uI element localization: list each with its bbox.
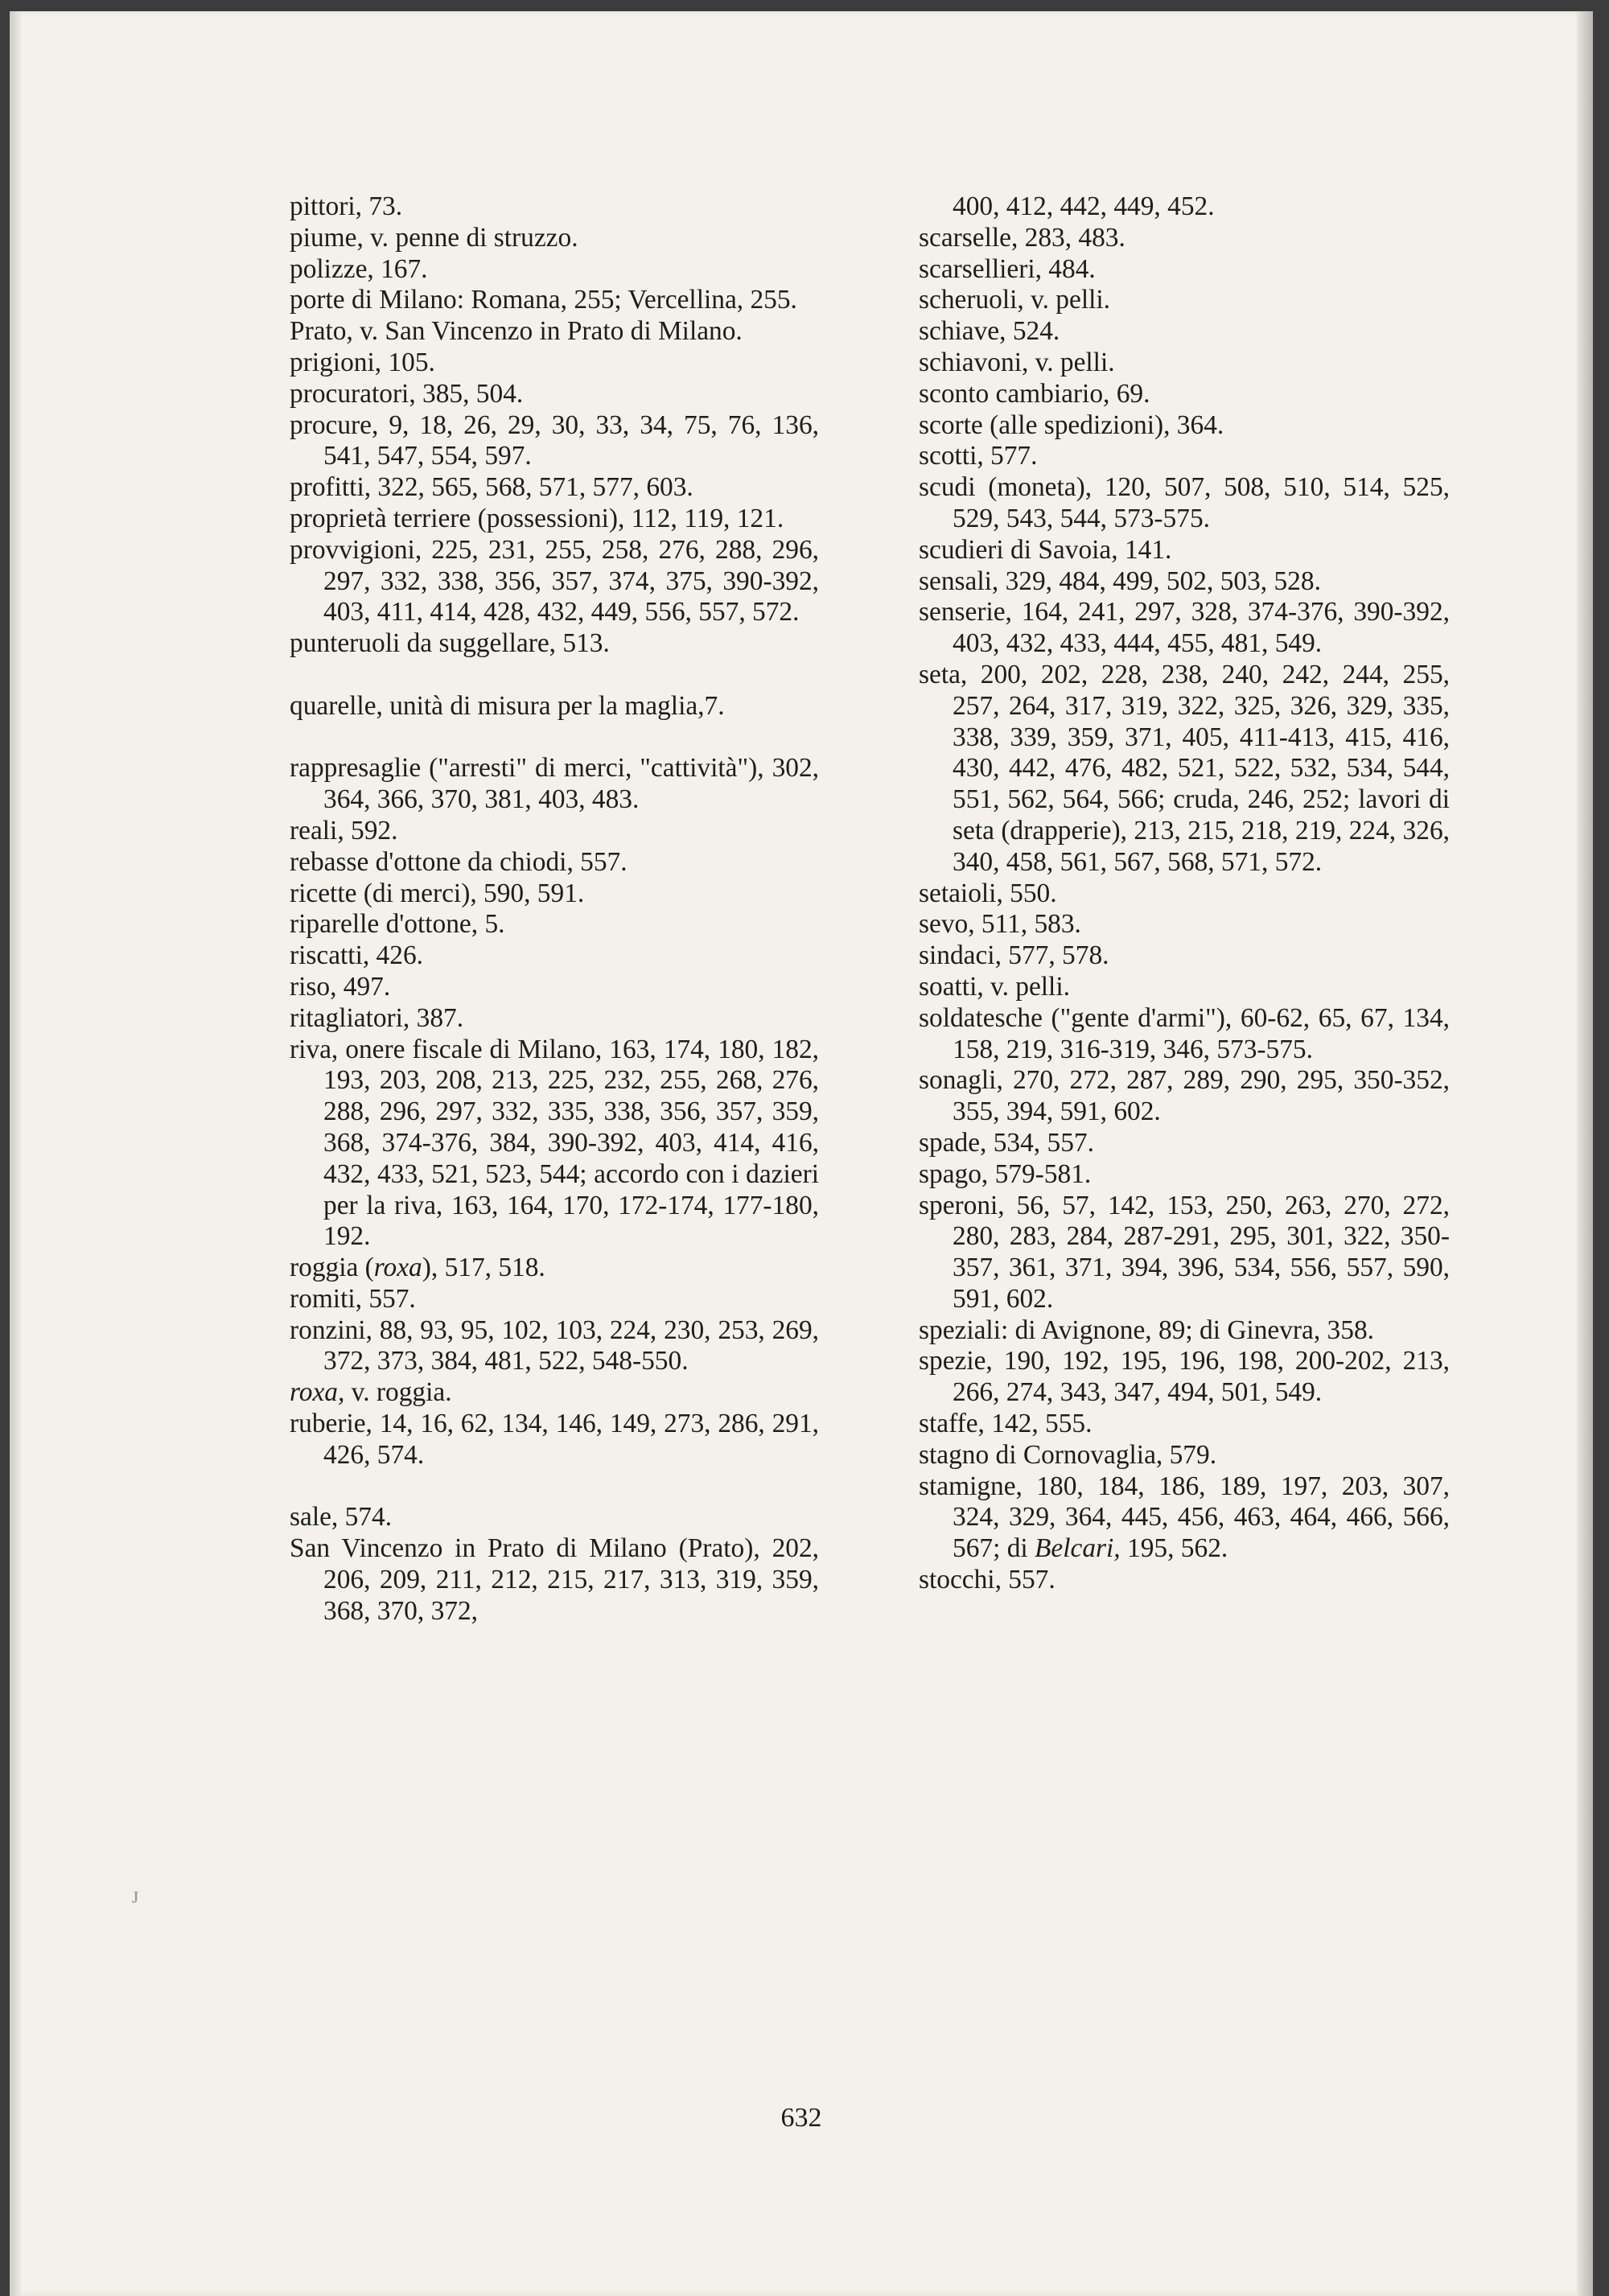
index-entry-text: romiti, 557.	[290, 1283, 416, 1314]
index-entry	[290, 472, 819, 504]
index-entry-text: sconto cambiario, 69.	[919, 378, 1150, 409]
index-entry	[290, 1409, 819, 1471]
index-entry-text: spezie, 190, 192, 195, 196, 198, 200-202, 213, 266, 274, 343, 347, 494, 501, 549.	[919, 1346, 1450, 1408]
index-entry	[290, 847, 819, 878]
index-entry	[290, 1533, 819, 1627]
index-entry	[919, 223, 1450, 254]
index-entry	[919, 191, 1450, 223]
index-entry	[919, 1191, 1450, 1315]
index-entry	[290, 223, 819, 254]
index-entry-text: scudieri di Savoia, 141.	[919, 534, 1172, 565]
index-entry	[290, 1035, 819, 1253]
index-entry	[919, 940, 1450, 972]
index-entry	[919, 1128, 1450, 1159]
index-entry	[290, 348, 819, 379]
index-entry-text: ronzini, 88, 93, 95, 102, 103, 224, 230, 253, 269, 372, 373, 384, 481, 522, 548-550.	[290, 1315, 819, 1376]
ink-mark: ᴊ	[132, 1882, 139, 1908]
index-entry	[290, 410, 819, 473]
index-entry	[919, 410, 1450, 442]
index-entry-italic: roxa,	[290, 1377, 345, 1408]
index-entry	[290, 1502, 819, 1533]
index-entry-text: soldatesche ("gente d'armi"), 60-62, 65, 67, 134, 158, 219, 316-319, 346, 573-575.	[919, 1002, 1450, 1064]
index-entry-text: riso, 497.	[290, 971, 391, 1002]
page-spine-shadow	[10, 11, 21, 2296]
index-entry-text: staffe, 142, 555.	[919, 1409, 1093, 1439]
index-entry-text: senserie, 164, 241, 297, 328, 374-376, 390-392, 403, 432, 433, 444, 455, 481, 549.	[919, 597, 1450, 659]
index-entry	[290, 691, 819, 722]
index-entry	[919, 1471, 1450, 1565]
index-entry	[290, 909, 819, 940]
index-entry	[290, 1003, 819, 1035]
index-entry-text: speroni, 56, 57, 142, 153, 250, 263, 270, 272, 280, 283, 284, 287-291, 295, 301, 322, 350-357, 361, 371, 394, 396, 534, 556, 557, 590, 591, 602.	[919, 1190, 1450, 1314]
index-entry-text: scarselle, 283, 483.	[919, 222, 1125, 253]
index-entry-text: sensali, 329, 484, 499, 502, 503, 528.	[919, 566, 1321, 596]
index-entry	[919, 1315, 1450, 1347]
index-entry-text: sindaci, 577, 578.	[919, 940, 1109, 971]
index-entry-text: provvigioni, 225, 231, 255, 258, 276, 288, 296, 297, 332, 338, 356, 357, 374, 375, 390-392, 403, 411, 414, 428, 432, 449, 556, 557, 572.	[290, 534, 819, 627]
index-entry	[919, 1159, 1450, 1191]
index-entry-text: sevo, 511, 583.	[919, 909, 1081, 940]
index-entry	[290, 285, 819, 316]
index-entry	[919, 316, 1450, 348]
index-entry-text: 400, 412, 442, 449, 452.	[953, 191, 1215, 221]
index-entry-text: ), 517, 518.	[422, 1253, 545, 1283]
index-entry-text: 195, 562.	[1120, 1533, 1228, 1564]
index-entry-text: stagno di Cornovaglia, 579.	[919, 1439, 1217, 1470]
index-entry-italic: roxa	[373, 1253, 422, 1283]
index-entry-text: stocchi, 557.	[919, 1565, 1056, 1595]
index-entry	[919, 566, 1450, 598]
index-entry	[919, 878, 1450, 910]
index-entry-text: speziali: di Avignone, 89; di Ginevra, 358.	[919, 1315, 1374, 1345]
index-entry-text: polizze, 167.	[290, 253, 428, 284]
index-entry-text: porte di Milano: Romana, 255; Vercellina, 255.	[290, 285, 797, 315]
index-entry	[290, 504, 819, 535]
index-entry	[919, 1440, 1450, 1471]
index-entry	[290, 1284, 819, 1315]
index-entry	[919, 1409, 1450, 1440]
index-entry	[919, 379, 1450, 410]
index-column-right	[919, 191, 1450, 1596]
book-page	[10, 11, 1593, 2296]
index-entry-text: ritagliatori, 387.	[290, 1002, 464, 1033]
index-entry	[919, 597, 1450, 660]
index-entry-text: rebasse d'ottone da chiodi, 557.	[290, 846, 628, 877]
index-entry	[919, 254, 1450, 286]
index-entry-text: sale, 574.	[290, 1502, 393, 1533]
index-entry-text: piume, v. penne di struzzo.	[290, 222, 578, 253]
index-entry	[919, 348, 1450, 379]
index-entry	[290, 1253, 819, 1284]
index-entry-text: schiave, 524.	[919, 316, 1060, 347]
index-entry	[290, 191, 819, 223]
index-entry	[290, 535, 819, 628]
index-entry-text: roggia (	[290, 1253, 374, 1283]
index-entry	[919, 535, 1450, 566]
index-entry-text: ruberie, 14, 16, 62, 134, 146, 149, 273, 286, 291, 426, 574.	[290, 1409, 819, 1470]
index-entry-text: spade, 534, 557.	[919, 1127, 1094, 1158]
index-entry	[919, 1346, 1450, 1409]
index-entry	[290, 628, 819, 660]
index-entry-text: seta, 200, 202, 228, 238, 240, 242, 244, 255, 257, 264, 317, 319, 322, 325, 326, 329, 335, 338, 339, 359, 371, 405, 411-413, 415, 416, 430, 442, 476, 482, 521, 522, 532, 534, 544, 551, 562, 564, 566; cruda, 246, 252; lavori di seta (drapperie), 213, 215, 218, 219, 224, 326, 340, 458, 561, 567, 568, 571, 572.	[919, 659, 1450, 877]
index-entry-text: setaioli, 550.	[919, 878, 1057, 908]
index-entry	[290, 816, 819, 847]
index-entry-text: stamigne, 180, 184, 186, 189, 197, 203, 307, 324, 329, 364, 445, 456, 463, 464, 466, 566, 567; di	[919, 1471, 1450, 1564]
index-entry	[919, 285, 1450, 316]
index-entry-text: punteruoli da suggellare, 513.	[290, 628, 610, 659]
index-entry-text: soatti, v. pelli.	[919, 971, 1070, 1002]
page-edge-shadow	[1577, 11, 1593, 2296]
index-entry	[290, 972, 819, 1003]
index-entry	[290, 878, 819, 910]
index-entry-text: procuratori, 385, 504.	[290, 378, 524, 409]
index-entry	[290, 1315, 819, 1378]
entry-gap	[290, 660, 819, 691]
page-number: 632	[780, 2103, 822, 2133]
index-entry-text: schiavoni, v. pelli.	[919, 347, 1115, 377]
index-entry-text: procure, 9, 18, 26, 29, 30, 33, 34, 75, 76, 136, 541, 547, 554, 597.	[290, 409, 819, 471]
index-entry-text: San Vincenzo in Prato di Milano (Prato), 202, 206, 209, 211, 212, 215, 217, 313, 319, 359, 368, 370, 372,	[290, 1533, 819, 1626]
index-entry-text: v. roggia.	[344, 1377, 452, 1408]
index-entry-text: proprietà terriere (possessioni), 112, 119, 121.	[290, 503, 784, 533]
index-entry-text: riva, onere fiscale di Milano, 163, 174, 180, 182, 193, 203, 208, 213, 225, 232, 255, 268, 276, 288, 296, 297, 332, 335, 338, 356, 357, 359, 368, 374-376, 384, 390-392, 403, 414, 416, 432, 433, 521, 523, 544; accordo con i dazieri per la riva, 163, 164, 170, 172-174, 177-180, 192.	[290, 1034, 819, 1252]
index-entry-text: ricette (di merci), 590, 591.	[290, 878, 585, 908]
index-entry	[290, 1377, 819, 1409]
index-entry	[919, 441, 1450, 472]
index-entry	[290, 379, 819, 410]
index-entry	[290, 254, 819, 286]
index-entry-text: riparelle d'ottone, 5.	[290, 909, 505, 940]
entry-gap	[290, 722, 819, 754]
index-entry-text: scudi (moneta), 120, 507, 508, 510, 514, 525, 529, 543, 544, 573-575.	[919, 472, 1450, 533]
index-entry-text: pittori, 73.	[290, 191, 403, 221]
index-entry-text: profitti, 322, 565, 568, 571, 577, 603.	[290, 472, 693, 503]
entry-gap	[290, 1471, 819, 1503]
index-entry	[919, 909, 1450, 940]
index-entry	[919, 1065, 1450, 1128]
index-entry-text: riscatti, 426.	[290, 940, 423, 971]
index-entry-text: quarelle, unità di misura per la maglia,7.	[290, 690, 725, 721]
index-entry-text: prigioni, 105.	[290, 347, 435, 377]
index-entry	[919, 472, 1450, 535]
index-entry-text: scheruoli, v. pelli.	[919, 285, 1111, 315]
index-entry	[290, 753, 819, 816]
index-entry-italic: Belcari,	[1035, 1533, 1121, 1564]
index-entry	[919, 1565, 1450, 1596]
index-entry	[290, 316, 819, 348]
index-entry-text: reali, 592.	[290, 815, 398, 846]
index-entry-text: spago, 579-581.	[919, 1158, 1092, 1189]
index-entry-text: scorte (alle spedizioni), 364.	[919, 409, 1224, 440]
index-entry-text: rappresaglie ("arresti" di merci, "cattività"), 302, 364, 366, 370, 381, 403, 483.	[290, 753, 819, 815]
index-entry	[919, 660, 1450, 878]
index-entry-text: scarsellieri, 484.	[919, 253, 1096, 284]
index-entry-text: sonagli, 270, 272, 287, 289, 290, 295, 350-352, 355, 394, 591, 602.	[919, 1065, 1450, 1127]
index-entry	[919, 1003, 1450, 1066]
index-column-left	[290, 191, 819, 1627]
index-entry-text: scotti, 577.	[919, 441, 1038, 471]
index-entry	[919, 972, 1450, 1003]
index-entry	[290, 940, 819, 972]
index-entry-text: Prato, v. San Vincenzo in Prato di Milano.	[290, 316, 743, 347]
